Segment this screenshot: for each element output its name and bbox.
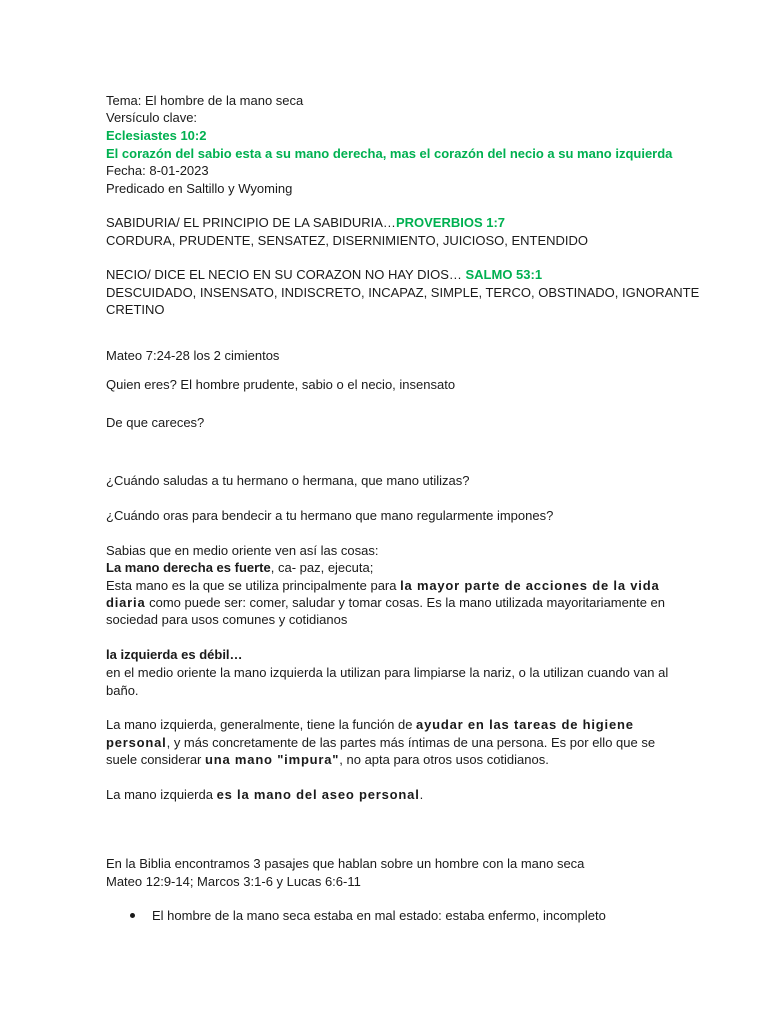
funcion-text: La mano izquierda, generalmente, tiene la función de	[106, 717, 417, 732]
izquierda-line-2: baño.	[106, 683, 139, 698]
personal-bold: personal	[106, 735, 167, 750]
esta-mano-text: Esta mano es la que se utiliza principalmente para	[106, 578, 401, 593]
funcion-line	[106, 716, 634, 733]
funcion-text-3: suele considerar	[106, 752, 205, 767]
esta-mano-bold: la mayor parte de acciones de la vida	[400, 578, 660, 593]
necio-title: NECIO/ DICE EL NECIO EN SU CORAZON NO HAY DIOS…	[106, 267, 466, 282]
predicado-line: Predicado en Saltillo y Wyoming	[106, 181, 293, 196]
esta-mano-line	[106, 577, 659, 594]
derecha-rest: , ca- paz, ejecuta;	[270, 560, 374, 575]
derecha-bold: La mano derecha es fuerte	[106, 560, 271, 575]
funcion-line-3	[106, 751, 549, 768]
sabiduria-words: CORDURA, PRUDENTE, SENSATEZ, DISERNIMIENTO, JUICIOSO, ENTENDIDO	[106, 233, 589, 248]
mateo-line: Mateo 7:24-28 los 2 cimientos	[106, 348, 280, 363]
esta-mano-line-3: sociedad para usos comunes y cotidianos	[106, 612, 348, 627]
versiculo-reference: Eclesiastes 10:2	[106, 128, 207, 143]
fecha-line: Fecha: 8-01-2023	[106, 163, 209, 178]
funcion-line-2	[106, 734, 655, 751]
bullet-item: El hombre de la mano seca estaba en mal estado: estaba enfermo, incompleto	[152, 908, 606, 923]
sabiduria-title: SABIDURIA/ EL PRINCIPIO DE LA SABIDURIA…	[106, 215, 396, 230]
necio-words: DESCUIDADO, INSENSATO, INDISCRETO, INCAPAZ, SIMPLE, TERCO, OBSTINADO, IGNORANTE	[106, 285, 700, 300]
aseo-end: .	[419, 787, 424, 802]
derecha-line	[106, 559, 373, 576]
question-oras: ¿Cuándo oras para bendecir a tu hermano que mano regularmente impones?	[106, 508, 554, 523]
aseo-text: La mano izquierda	[106, 787, 217, 802]
impura-bold: una mano "impura"	[205, 752, 340, 767]
versiculo-label: Versículo clave:	[106, 110, 198, 125]
tema-line: Tema: El hombre de la mano seca	[106, 93, 304, 108]
diaria-bold: diaria	[106, 595, 146, 610]
versiculo-text: El corazón del sabio esta a su mano derecha, mas el corazón del necio a su mano izquierda	[106, 146, 673, 161]
funcion-text-4: , no apta para otros usos cotidianos.	[339, 752, 549, 767]
izquierda-line: en el medio oriente la mano izquierda la utilizan para limpiarse la nariz, o la utilizan cuando van al	[106, 665, 669, 680]
necio-reference: SALMO 53:1	[465, 267, 543, 282]
careces-line: De que careces?	[106, 415, 205, 430]
quien-eres-line: Quien eres? El hombre prudente, sabio o el necio, insensato	[106, 377, 456, 392]
funcion-text-2: , y más concretamente de las partes más íntimas de una persona. Es por ello que se	[166, 735, 656, 750]
funcion-bold: ayudar en las tareas de higiene	[416, 717, 634, 732]
esta-mano-text-2: como puede ser: comer, saludar y tomar cosas. Es la mano utilizada mayoritariamente en	[145, 595, 666, 610]
sabias-line: Sabias que en medio oriente ven así las cosas:	[106, 543, 379, 558]
necio-words-cont: CRETINO	[106, 302, 165, 317]
esta-mano-line-2	[106, 594, 665, 611]
sabiduria-heading	[106, 214, 505, 231]
aseo-line	[106, 786, 423, 803]
izquierda-heading: la izquierda es débil…	[106, 647, 243, 662]
sabiduria-reference: PROVERBIOS 1:7	[395, 215, 506, 230]
references-line: Mateo 12:9-14; Marcos 3:1-6 y Lucas 6:6-11	[106, 874, 361, 889]
question-saludas: ¿Cuándo saludas a tu hermano o hermana, que mano utilizas?	[106, 473, 470, 488]
bullet-icon	[130, 913, 135, 918]
biblia-line: En la Biblia encontramos 3 pasajes que hablan sobre un hombre con la mano seca	[106, 856, 585, 871]
aseo-bold: es la mano del aseo personal	[216, 787, 420, 802]
necio-heading	[106, 266, 542, 283]
